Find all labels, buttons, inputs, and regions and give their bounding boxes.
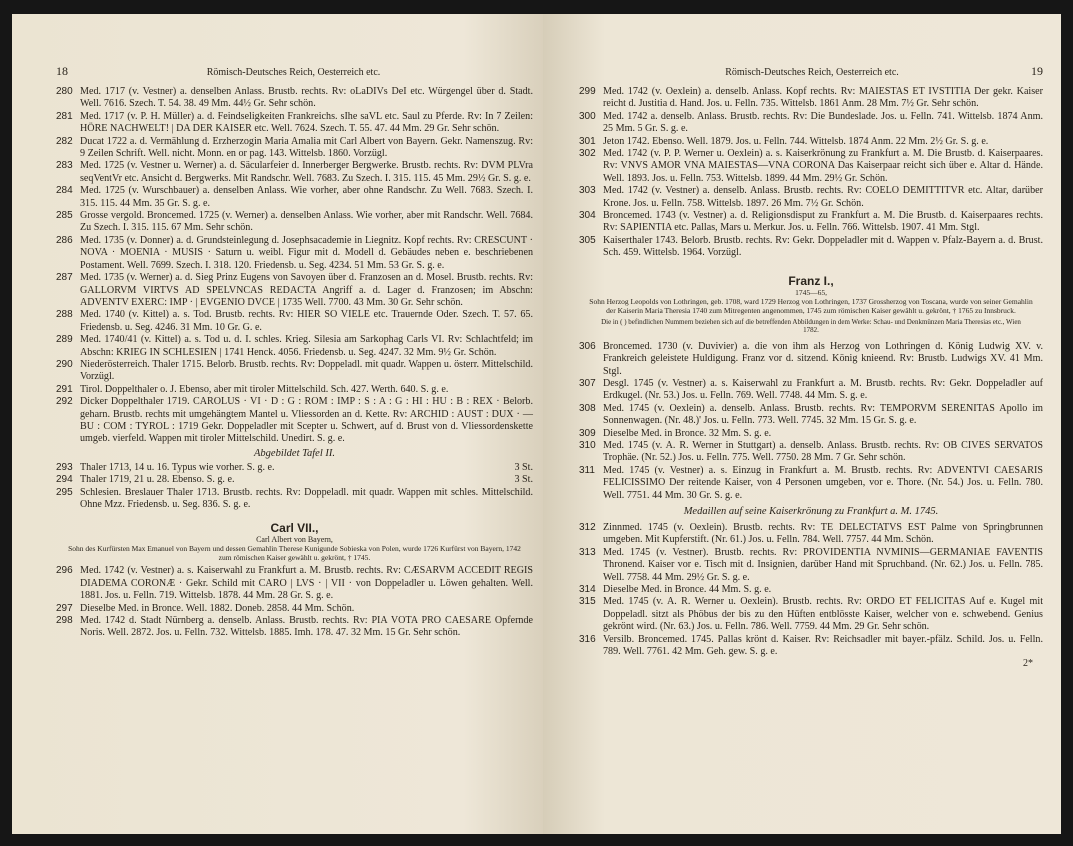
- catalog-entry: [56, 474, 533, 486]
- entry-number: 303: [579, 185, 596, 197]
- entry-number: 306: [579, 340, 596, 352]
- catalog-entry: [579, 235, 1043, 260]
- entry-text: Med. 1745 (v. Oexlein) a. denselb. Anlass. Brustb. rechts. Rv: TEMPORVM SERENITAS Apollo im Sonnenwagen. (Nr. 48.)' Jos. u. Felln. 773. Well. 7745. 32 Mm. 15 Gr. S. g. e.: [603, 402, 1043, 427]
- right-entries-1: [579, 86, 1043, 260]
- left-running-title: Römisch-Deutsches Reich, Oesterreich etc.: [206, 67, 381, 78]
- entry-number: 307: [579, 377, 596, 389]
- ruler-heading-franz-i: Franz I.,: [788, 273, 834, 288]
- catalog-entry: [579, 403, 1043, 428]
- entry-text: Med. 1745 (v. A. R. Werner u. Oexlein). Brustb. rechts. Rv: ORDO ET FELICITAS Auf e. Kugel mit Doppeladl. sitzt als Phöbus der bis zu den Hüften entblösste Kaiser, welcher von e. schwebend. Genius gekrönt wird. (Nr. 63.) Jos. u. Felln. 786. Well. 7759. 44 Mm. 29 Gr. Sehr schön.: [603, 596, 1043, 633]
- entry-number: 304: [579, 210, 596, 222]
- entry-text: Dicker Doppelthaler 1719. CAROLUS · VI · D : G : ROM : IMP : S : A : G : HI : HU : B : REX · Belorb. geharn. Brustb. rechts mit umgehängtem Mantel u. Vliessorden an d. Kette. Rv: ARCHID : AUST : DUX · — BU : COM : TYROL : 1719 Gekr. Doppeladler mit Scepter u. Schwert, auf d. Brust von d. Vliessordenskette umgeb. vierfeld. Wappen mit tiroler Mittelschild. Unedirt. S. g. e.: [80, 396, 533, 445]
- catalog-entry: [56, 272, 533, 309]
- entry-number: 292: [56, 396, 73, 408]
- catalog-entry: [579, 185, 1043, 210]
- catalog-entry: [579, 111, 1043, 136]
- entry-text: Med. 1742 (v. P. P. Werner u. Oexlein) a. s. Kaiserkrönung zu Frankfurt a. M. Die Brustb. d. Kaiserpaares. Rv: VNVS AMOR VNA MAIESTAS—VNA CORONA Das Kaiserpaar reicht sich über e. Altar d. Hände. Well. 1893. Jos. u. Felln. 753. Wittelsb. 1899. 44 Mm. 29½ Gr. Schön.: [603, 148, 1043, 184]
- entry-text: Niederösterreich. Thaler 1715. Belorb. Brustb. rechts. Rv: Doppeladl. mit quadr. Wappen u. österr. Mittelschild. Vorzügl.: [80, 358, 533, 383]
- entry-count: 3 St.: [514, 474, 533, 486]
- entry-number: 291: [56, 383, 73, 395]
- entry-text: Med. 1740 (v. Kittel) a. s. Tod. Brustb. rechts. Rv: HIER SO VIELE etc. Trauernde Oder. Szech. T. 57. 65. Friedensb. u. Seg. 4246. 31 Mm. 10 Gr. G. e.: [80, 309, 533, 333]
- entry-number: 294: [56, 474, 73, 486]
- ruler-heading-carl-vii: Carl VII.,: [270, 521, 319, 536]
- catalog-entry: [56, 210, 533, 235]
- entry-text: Broncemed. 1743 (v. Vestner) a. d. Religionsdisput zu Frankfurt a. M. Die Brustb. d. Kaiserpaares rechts. Rv: SAPIENTIA etc. Pallas, Mars u. Merkur. Jos. u. Felln. 766. Wittelsb. 1907. 41 Mm. Stgl.: [603, 210, 1043, 234]
- entry-number: 287: [56, 272, 73, 284]
- plate-caption: Abgebildet Tafel II.: [254, 447, 335, 459]
- catalog-entry: [56, 603, 533, 615]
- entry-text: Med. 1717 (v. Vestner) a. denselben Anlass. Brustb. rechts. Rv: oLaDIVs DeI etc. Würgengel über d. Stadt. Well. 7616. Szech. T. 54. 38. 49 Mm. 44½ Gr. Sehr schön.: [80, 86, 533, 110]
- left-short-entries: [56, 462, 533, 487]
- entry-number: 314: [579, 584, 596, 595]
- entry-number: 297: [56, 602, 73, 614]
- entry-text: Tirol. Doppelthaler o. J. Ebenso, aber mit tiroler Mittelschild. Sch. 427. Werth. 640. S. g. e.: [80, 383, 449, 395]
- catalog-entry: [56, 565, 533, 602]
- entry-number: 293: [56, 461, 73, 473]
- catalog-entry: [56, 334, 533, 359]
- catalog-entry: [56, 235, 533, 272]
- catalog-entry: [579, 596, 1043, 633]
- catalog-entry: [56, 309, 533, 334]
- entry-number: 312: [579, 521, 596, 533]
- catalog-entry: [56, 615, 533, 640]
- entry-number: 313: [579, 546, 596, 558]
- entry-number: 316: [579, 633, 596, 645]
- entry-text: Dieselbe Med. in Bronce. 32 Mm. S. g. e.: [603, 427, 772, 439]
- catalog-entry: [579, 86, 1043, 111]
- catalog-entry: [579, 465, 1043, 502]
- left-page: [12, 14, 543, 834]
- entry-text: Med. 1745 (v. Vestner). Brustb. rechts. Rv: PROVIDENTIA NVMINIS—GERMANIAE FAVENTIS Thronend. Kaiser vor e. Tisch mit d. Insignien, darüber Hand mit Spruchband. (Nr. 62.) Jos. u. Felln. 785. Well. 7758. 44 Mm. 29½ Gr. S. g. e.: [603, 546, 1043, 583]
- catalog-entry: [56, 396, 533, 446]
- signature-mark: 2*: [1023, 658, 1033, 670]
- entry-count: 3 St.: [514, 461, 533, 473]
- entry-text: Ducat 1722 a. d. Vermählung d. Erzherzogin Maria Amalia mit Carl Albert von Bayern. Gekr. Namenszug. Rv: 9 Zeilen Schrift. Well. nicht. Monn. en or pag. 143. Wittelsb. 1860. Vorzügl.: [80, 135, 533, 160]
- entry-text: Med. 1735 (v. Donner) a. d. Grundsteinlegung d. Josephsacademie in Liegnitz. Kopf rechts. Rv: CRESCUNT · NOVA · MOENIA · MUSIS · Saturn u. weibl. Figur mit d. Modell d. Gebäudes neben e. beschriebenen Postament. Well. 7699. Szech. I. 318. 120. Friedensb. u. Seg. 4234. 51 Mm. 53 Gr. S. g. e.: [80, 234, 533, 271]
- entry-number: 301: [579, 135, 596, 147]
- entry-number: 280: [56, 86, 73, 97]
- entry-text: Kaiserthaler 1743. Belorb. Brustb. rechts. Rv: Gekr. Doppeladler mit d. Wappen v. Pfalz-Bayern a. d. Brust. Sch. 459. Wittelsb. 1964. Vorzügl.: [603, 234, 1043, 259]
- right-running-head: [579, 64, 1043, 78]
- entry-text: Desgl. 1745 (v. Vestner) a. s. Kaiserwahl zu Frankfurt a. M. Brustb. rechts. Rv: Gekr. Doppeladler auf Erdkugel. (Nr. 53.) Jos. u. Felln. 769. Well. 7748. 44 Mm. S. g. e.: [603, 377, 1043, 402]
- entry-text: Med. 1745 (v. A. R. Werner in Stuttgart) a. denselb. Anlass. Brustb. rechts. Rv: OB CIVES SERVATOS Trophäe. (Nr. 52.) Jos. u. Felln. 775. Well. 7750. 28 Mm. 7 Gr. Sehr schön.: [603, 439, 1043, 464]
- entry-number: 305: [579, 234, 596, 246]
- entry-text: Dieselbe Med. in Bronce. 44 Mm. S. g. e.: [603, 584, 772, 595]
- entry-text: Med. 1742 a. denselb. Anlass. Brustb. rechts. Rv: Die Bundeslade. Jos. u. Felln. 741. Wittelsb. 1874 Anm. 25 Mm. 5 Gr. S. g. e.: [603, 110, 1043, 135]
- right-running-title: Römisch-Deutsches Reich, Oesterreich etc.: [725, 67, 899, 78]
- catalog-entry: [56, 160, 533, 185]
- left-entries-2: [56, 487, 533, 512]
- catalog-entry: [56, 185, 533, 210]
- entry-text: Thaler 1719, 21 u. 28. Ebenso. S. g. e.: [80, 474, 235, 486]
- entry-text: Med. 1740/41 (v. Kittel) a. s. Tod u. d. I. schles. Krieg. Silesia am Sarkophag Carls VI. Rv: Schlachtfeld; im Abschn: KRIEG IN SCHLESIEN | 1741 Henck. 4056. Friedensb. u. Seg. 4247. 32 Mm. 9½ Gr. Schön.: [80, 334, 533, 358]
- entry-number: 299: [579, 86, 596, 97]
- ruler-note: Die in ( ) befindlichen Nummern beziehen sich auf die betreffenden Abbildungen in dem Werke: Schau- und Denkmünzen Maria Theresias etc., Wien 1782.: [601, 317, 1021, 335]
- entry-number: 298: [56, 615, 73, 627]
- catalog-entry: [579, 522, 1043, 547]
- catalog-entry: [56, 136, 533, 161]
- entry-text: Med. 1725 (v. Vestner u. Werner) a. d. Säcularfeier d. Innerberger Bergwerke. Brustb. rechts. Rv: DVM PLVra seqVentVr etc. Ansicht d. Bergwerks. Mit Randschr. Well. 7683. Zu Szech. I. 315. 115. 45 Mm. 29½ Gr. S. g. e.: [80, 160, 533, 184]
- entry-number: 282: [56, 135, 73, 147]
- entry-number: 309: [579, 427, 596, 439]
- entry-text: Versilb. Broncemed. 1745. Pallas krönt d. Kaiser. Rv: Reichsadler mit bayer.-pfälz. Schild. Jos. u. Felln. 789. Well. 7761. 42 Mm. Geh. gew. S. g. e.: [603, 633, 1043, 658]
- ruler-bio-franz: Sohn Herzog Leopolds von Lothringen, geb. 1708, ward 1729 Herzog von Lothringen, 1737 Grossherzog von Toscana, wurde von seiner Gemahlin der Kaiserin Maria Theresia 1740 zum Mitregenten angenommen, 1745 zum römischen Kaiser gewählt u. gekrönt, † 1765 zu Innsbruck.: [589, 296, 1033, 315]
- catalog-entry: [579, 428, 1043, 440]
- ruler-dates: 1745—65,: [795, 287, 827, 297]
- catalog-entry: [579, 136, 1043, 148]
- right-entries-2: [579, 341, 1043, 502]
- entry-text: Med. 1735 (v. Werner) a. d. Sieg Prinz Eugens von Savoyen über d. Franzosen an d. Mosel. Brustb. rechts. Rv: GALLORVM VIRTVS AD SPELVNCAS REDACTA Angriff a. d. Lager d. Franzosen; im Abschn: ADVENTV EXERC: IMP · | EVGENIO DVCE | 1735 Well. 7700. 43 Mm. 30 Gr. Sehr schön.: [80, 272, 533, 308]
- entry-text: Broncemed. 1730 (v. Duvivier) a. die von ihm als Herzog von Lothringen d. König Ludwig XV. v. Frankreich geleistete Huldigung. Franz vor d. sitzend. König knieend. Rv: Brustb. Ludwigs XV. 41 Mm. Stgl.: [603, 340, 1043, 377]
- entry-text: Grosse vergold. Broncemed. 1725 (v. Werner) a. denselben Anlass. Wie vorher, aber mit Randschr. Well. 7684. Zu Szech. I. 315. 115. 67 Mm. Sehr schön.: [80, 210, 533, 234]
- catalog-entry: [56, 86, 533, 111]
- entry-number: 300: [579, 110, 596, 122]
- entry-number: 281: [56, 110, 73, 122]
- catalog-entry: [579, 210, 1043, 235]
- catalog-entry: [56, 384, 533, 396]
- catalog-entry: [579, 634, 1043, 659]
- catalog-entry: [579, 584, 1043, 596]
- entry-text: Med. 1742 (v. Oexlein) a. denselb. Anlass. Kopf rechts. Rv: MAIESTAS ET IVSTITIA Der gekr. Kaiser reicht d. Justitia d. Hand. Jos. u. Felln. 735. Wittelsb. 1861 Anm. 28 Mm. 7½ Gr. Sehr schön.: [603, 86, 1043, 110]
- left-running-head: [56, 64, 533, 78]
- entry-number: 289: [56, 334, 73, 346]
- catalog-entry: [579, 378, 1043, 403]
- right-entries-3: [579, 522, 1043, 658]
- entry-text: Schlesien. Breslauer Thaler 1713. Brustb. rechts. Rv: Doppeladl. mit quadr. Wappen mit schles. Mittelschild. Ohne Mzz. Friedensb. u. Seg. 836. S. g. e.: [80, 486, 533, 510]
- entry-text: Med. 1742 (v. Vestner) a. denselb. Anlass. Brustb. rechts. Rv: COELO DEMITTITVR etc. Altar, darüber Krone. Jos. u. Felln. 758. Wittelsb. 1897. 26 Mm. 7½ Gr. Schön.: [603, 185, 1043, 209]
- catalog-entry: [56, 359, 533, 384]
- catalog-entry: [56, 462, 533, 474]
- entry-text: Thaler 1713, 14 u. 16. Typus wie vorher. S. g. e.: [80, 461, 275, 473]
- entry-text: Med. 1717 (v. P. H. Müller) a. d. Feindseligkeiten Frankreichs. sIhe saVL etc. Saul zu Pferde. Rv: In 7 Zeilen: HÖRE NACHWELT! | DA DER KAISER etc. Well. 7624. Szech. T. 55. 47. 44 Mm. 29 Gr. Sehr schön.: [80, 110, 533, 135]
- catalog-entry: [56, 111, 533, 136]
- catalog-entry: [579, 440, 1043, 465]
- entry-number: 285: [56, 210, 73, 222]
- right-page-number: 19: [1031, 64, 1043, 78]
- catalog-entry: [579, 148, 1043, 185]
- entry-number: 296: [56, 565, 73, 577]
- left-page-number: 18: [56, 64, 68, 78]
- entry-number: 302: [579, 148, 596, 160]
- entry-text: Dieselbe Med. in Bronce. Well. 1882. Doneb. 2858. 44 Mm. Schön.: [80, 602, 355, 614]
- catalog-entry: [579, 547, 1043, 584]
- entry-number: 308: [579, 402, 596, 414]
- entry-text: Zinnmed. 1745 (v. Oexlein). Brustb. rechts. Rv: TE DELECTATVS EST Palme von Springbrunnen umgeben. Mit Kupferstift. (Nr. 61.) Jos. u. Felln. 784. Well. 7757. 44 Mm. Schön.: [603, 521, 1043, 546]
- left-entries-3: [56, 565, 533, 639]
- section-caption: Medaillen auf seine Kaiserkrönung zu Frankfurt a. M. 1745.: [683, 505, 939, 517]
- entry-number: 315: [579, 596, 596, 608]
- right-page: [543, 14, 1061, 834]
- entry-number: 284: [56, 185, 73, 197]
- entry-number: 286: [56, 234, 73, 246]
- ruler-subtitle: Carl Albert von Bayern,: [256, 535, 333, 545]
- entry-text: Med. 1745 (v. Vestner) a. s. Einzug in Frankfurt a. M. Brustb. rechts. Rv: ADVENTVI CAESARIS FELICISSIMO Der reitende Kaiser, von 4 Personen umgeben, vor e. Thore. (Nr. 54.) Jos. u. Felln. 780. Well. 7751. 44 Mm. 30 Gr. S. g. e.: [603, 464, 1043, 501]
- catalog-entry: [579, 341, 1043, 378]
- entry-number: 288: [56, 309, 73, 321]
- entry-number: 310: [579, 439, 596, 451]
- entry-text: Jeton 1742. Ebenso. Well. 1879. Jos. u. Felln. 744. Wittelsb. 1874 Anm. 22 Mm. 2½ Gr. S. g. e.: [603, 135, 989, 147]
- entry-text: Med. 1725 (v. Wurschbauer) a. denselben Anlass. Wie vorher, aber ohne Randschr. Zu Well. 7683. Szech. I. 315. 115. 44 Mm. 35 Gr. S. g. e.: [80, 185, 533, 209]
- left-entries-1: [56, 86, 533, 446]
- entry-number: 283: [56, 160, 73, 172]
- entry-number: 295: [56, 486, 73, 498]
- book-spread: [12, 14, 1061, 834]
- entry-number: 311: [579, 464, 595, 476]
- ruler-bio: Sohn des Kurfürsten Max Emanuel von Bayern und dessen Gemahlin Therese Kunigunde Sobieska von Polen, wurde 1726 Kurfürst von Bayern, 1742 zum römischen Kaiser gewählt u. gekrönt, † 1745.: [68, 544, 521, 563]
- entry-text: Med. 1742 (v. Vestner) a. s. Kaiserwahl zu Frankfurt a. M. Brustb. rechts. Rv: CÆSARVM ACCEDIT REGIS DIADEMA CORONÆ · Gekr. Schild mit CARO | LVS · | VII · von Doppeladler u. Löwen gehalten. Well. 1881. Jos. u. Felln. 719. Wittelsb. 1878. 44 Mm. 28 Gr. S. g. e.: [80, 565, 533, 602]
- entry-text: Med. 1742 d. Stadt Nürnberg a. denselb. Anlass. Brustb. rechts. Rv: PIA VOTA PRO CAESARE Opfernde Noris. Well. 2872. Jos. u. Felln. 732. Wittelsb. 1885. Imh. 178. 47. 32 Mm. 15 Gr. Sehr schön.: [80, 615, 533, 639]
- catalog-entry: [56, 487, 533, 512]
- entry-number: 290: [56, 358, 73, 370]
